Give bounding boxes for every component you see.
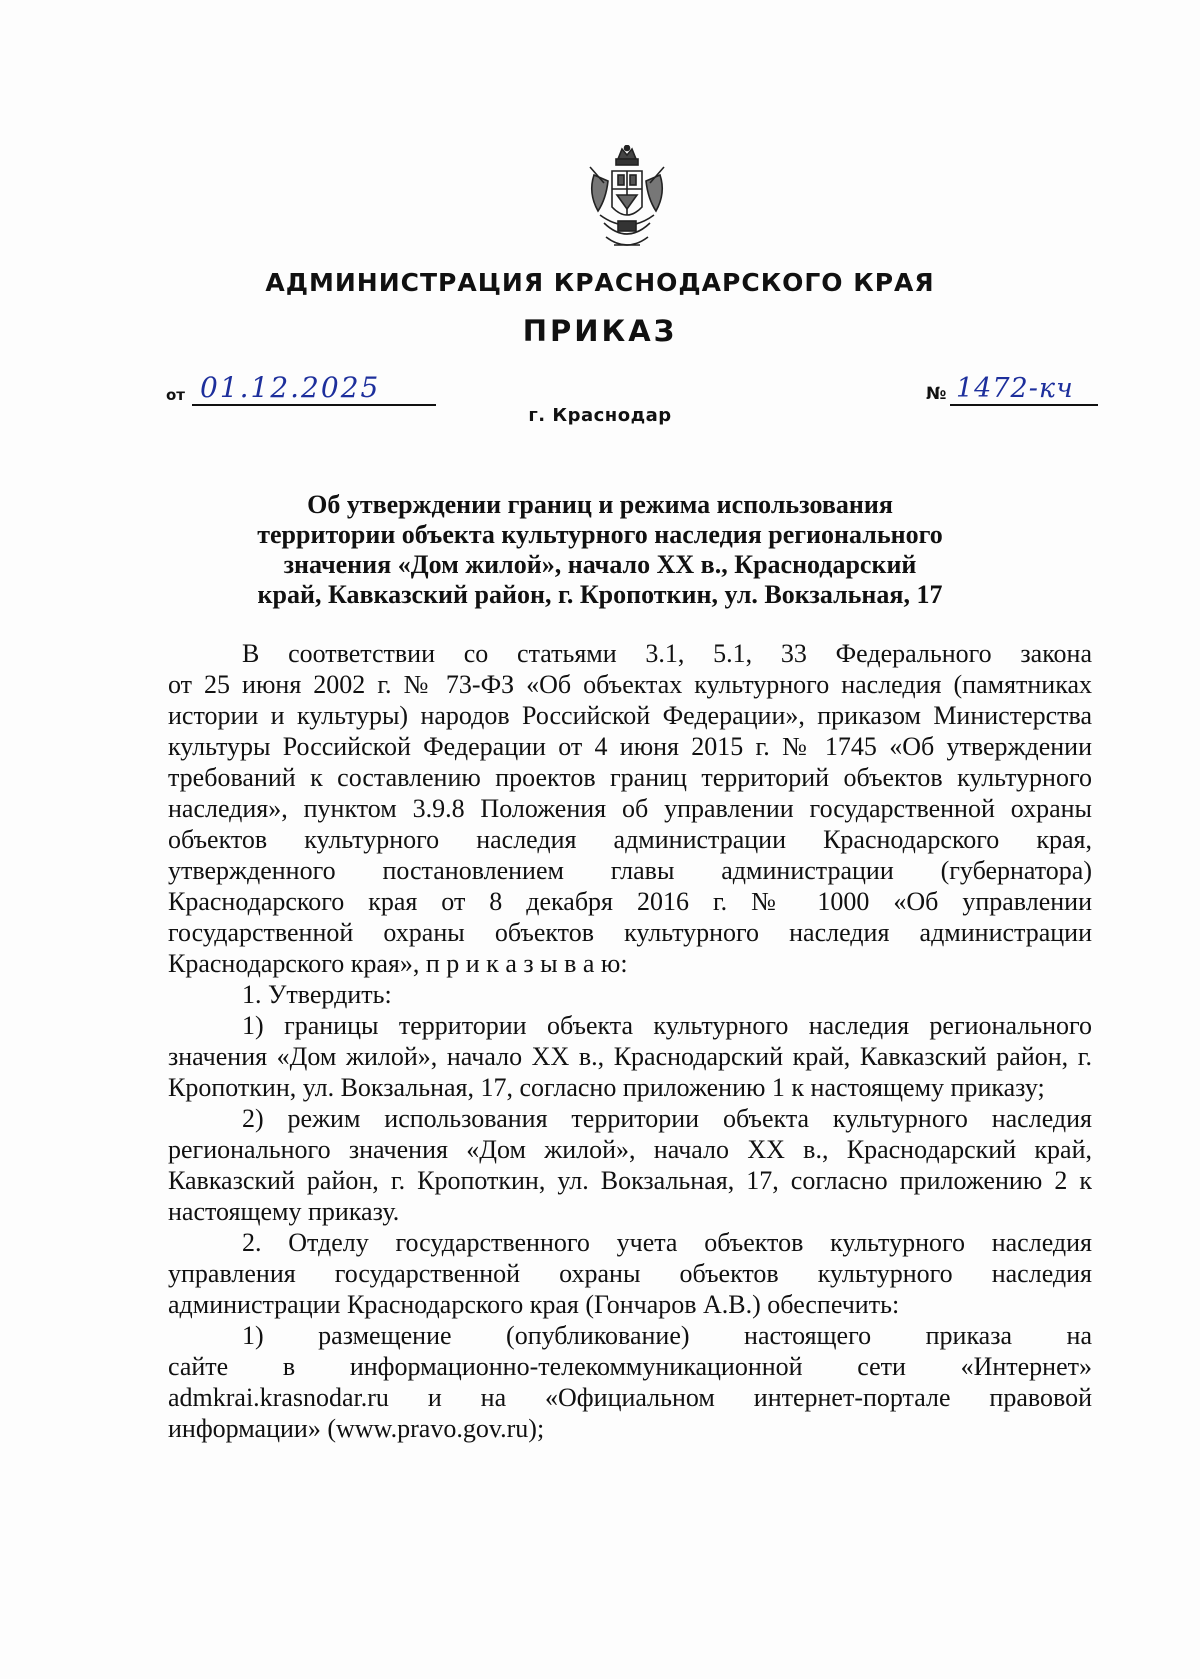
body-line: наследия», пунктом 3.9.8 Положения об управлении государственной охраны	[168, 794, 1092, 823]
body-line: управления государственной охраны объектов культурного наследия	[168, 1259, 1092, 1288]
body-line: истории и культуры) народов Российской Федерации», приказом Министерства	[168, 701, 1092, 730]
number-value: 1472-кч	[956, 373, 1074, 404]
body-line: Кропоткин, ул. Вокзальная, 17, согласно приложению 1 к настоящему приказу;	[168, 1073, 1045, 1102]
document-type: ПРИКАЗ	[522, 314, 678, 348]
body-line: В соответствии со статьями 3.1, 5.1, 33 Федерального закона	[242, 639, 1092, 668]
body-line: Краснодарского края», п р и к а з ы в а ю:	[168, 949, 628, 978]
body-line: настоящему приказу.	[168, 1197, 400, 1226]
title-line: край, Кавказский район, г. Кропоткин, ул. Вокзальная, 17	[257, 580, 943, 609]
order-title	[150, 490, 1050, 610]
body-line: admkrai.krasnodar.ru и на «Официальном интернет-портале правовой	[168, 1383, 1092, 1412]
clause-1	[168, 979, 1092, 1227]
body-line: 2. Отделу государственного учета объектов культурного наследия	[242, 1228, 1092, 1257]
body-line: Кавказский район, г. Кропоткин, ул. Вокзальная, 17, согласно приложению 2 к	[168, 1166, 1092, 1195]
body-line: сайте в информационно-телекоммуникационной сети «Интернет»	[168, 1352, 1092, 1381]
body-line: утвержденного постановлением главы администрации (губернатора)	[168, 856, 1092, 885]
krasnodar-coat-of-arms-icon	[584, 145, 670, 257]
body-line: 2) режим использования территории объекта культурного наследия	[242, 1104, 1092, 1133]
body-line: администрации Краснодарского края (Гончаров А.В.) обеспечить:	[168, 1290, 900, 1319]
body-line: информации» (www.pravo.gov.ru);	[168, 1414, 545, 1443]
date-field	[166, 371, 436, 406]
body-line: государственной охраны объектов культурного наследия администрации	[168, 918, 1092, 947]
title-line: значения «Дом жилой», начало XX в., Краснодарский	[283, 550, 917, 579]
title-line: территории объекта культурного наследия регионального	[257, 520, 943, 549]
number-field	[926, 372, 1098, 406]
title-line: Об утверждении границ и режима использования	[307, 490, 893, 519]
number-label: №	[926, 384, 947, 404]
date-label: от	[166, 386, 185, 404]
organization-title: АДМИНИСТРАЦИЯ КРАСНОДАРСКОГО КРАЯ	[265, 268, 935, 297]
body-line: 1. Утвердить:	[242, 980, 392, 1009]
preamble-paragraph	[168, 638, 1092, 979]
body-line: от 25 июня 2002 г. № 73-ФЗ «Об объектах культурного наследия (памятниках	[168, 670, 1092, 699]
body-line: культуры Российской Федерации от 4 июня 2015 г. № 1745 «Об утверждении	[168, 732, 1092, 761]
city: г. Краснодар	[528, 405, 672, 426]
date-value: 01.12.2025	[200, 371, 381, 404]
body-line: 1) размещение (опубликование) настоящего приказа на	[242, 1321, 1092, 1350]
order-body	[168, 638, 1092, 1444]
body-line: объектов культурного наследия администрации Краснодарского края,	[168, 825, 1092, 854]
body-line: Краснодарского края от 8 декабря 2016 г. № 1000 «Об управлении	[168, 887, 1092, 916]
body-line: требований к составлению проектов границ территорий объектов культурного	[168, 763, 1092, 792]
body-line: значения «Дом жилой», начало XX в., Краснодарский край, Кавказский район, г.	[168, 1042, 1092, 1071]
body-line: 1) границы территории объекта культурного наследия регионального	[242, 1011, 1092, 1040]
body-line: регионального значения «Дом жилой», начало XX в., Краснодарский край,	[168, 1135, 1092, 1164]
clause-2	[168, 1227, 1092, 1444]
